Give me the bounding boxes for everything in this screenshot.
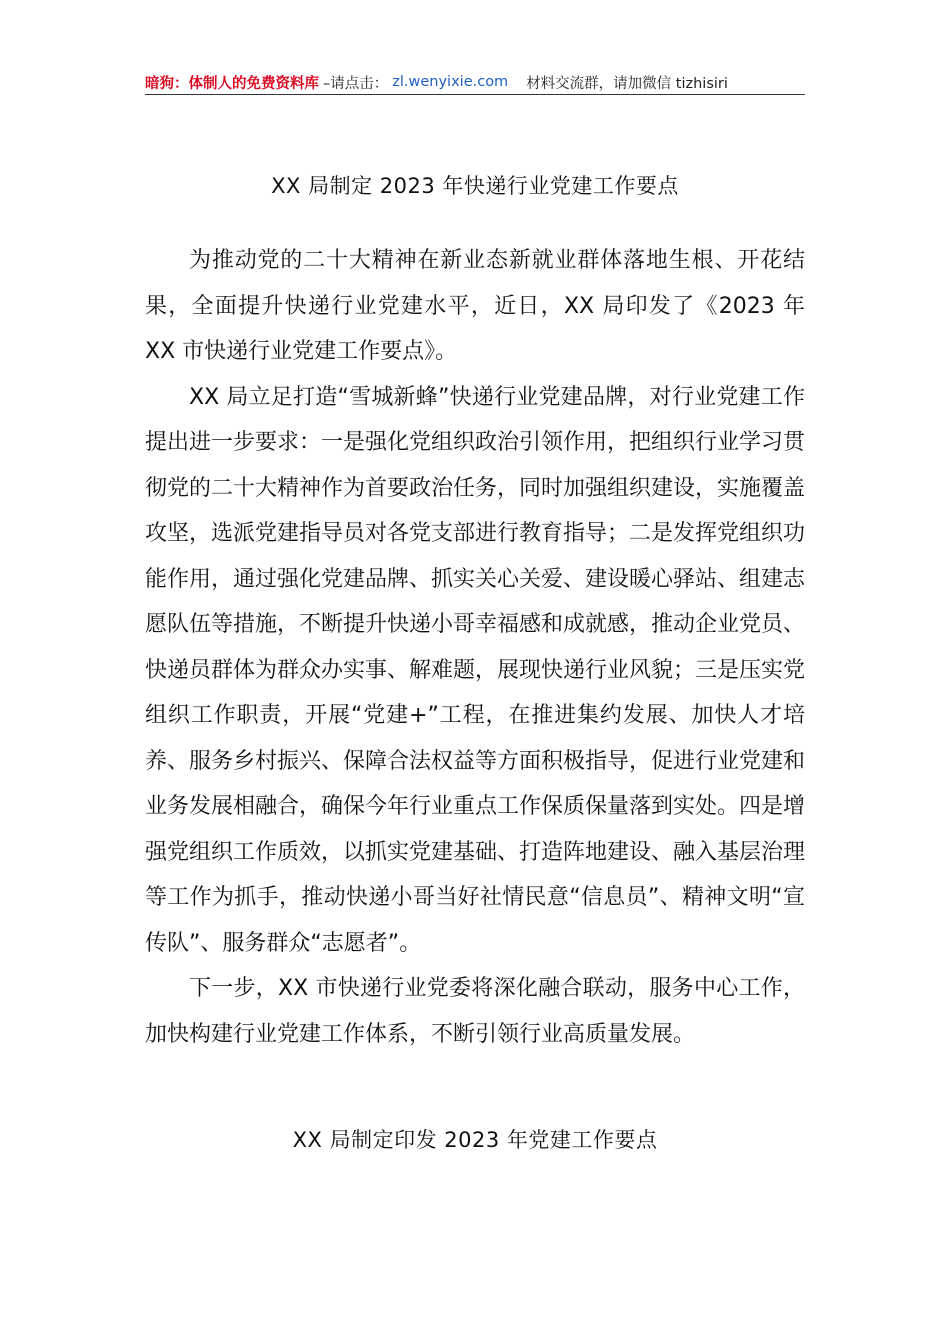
- brand-text: 暗狗：体制人的免费资料库: [145, 75, 319, 92]
- paragraph-2: XX 局立足打造“雪城新蜂”快递行业党建品牌，对行业党建工作提出进一步要求：一是强化党组织政治引领作用，把组织行业学习贯彻党的二十大精神作为首要政治任务，同时加强组织建设，实施覆盖攻坚，选派党建指导员对各党支部进行教育指导；二是发挥党组织功能作用，通过强化党建品牌、抓实关心关爱、建设暖心驿站、组建志愿队伍等措施，不断提升快递小哥幸福感和成就感，推动企业党员、快递员群体为群众办实事、解难题，展现快递行业风貌；三是压实党组织工作职责，开展“党建+”工程，在推进集约发展、加快人才培养、服务乡村振兴、保障合法权益等方面积极指导，促进行业党建和业务发展相融合，确保今年行业重点工作保质保量落到实处。四是增强党组织工作质效，以抓实党建基础、打造阵地建设、融入基层治理等工作为抓手，推动快递小哥当好社情民意“信息员”、精神文明“宣传队”、服务群众“志愿者”。: [145, 384, 806, 956]
- article-body-1: [145, 238, 805, 1057]
- click-hint: –请点击：: [323, 75, 389, 92]
- wechat-note: 材料交流群，请加微信 tizhisiri: [526, 75, 728, 92]
- article-title-1: XX 局制定 2023 年快递行业党建工作要点: [271, 174, 679, 198]
- article-title-2: XX 局制定印发 2023 年党建工作要点: [292, 1128, 658, 1152]
- page-header: [145, 70, 805, 95]
- site-link[interactable]: zl.wenyixie.com: [392, 74, 509, 90]
- paragraph-3: 下一步，XX 市快递行业党委将深化融合联动，服务中心工作，加快构建行业党建工作体系，不断引领行业高质量发展。: [145, 976, 805, 1047]
- paragraph-1: 为推动党的二十大精神在新业态新就业群体落地生根、开花结果，全面提升快递行业党建水平，近日，XX 局印发了《2023 年 XX 市快递行业党建工作要点》。: [145, 248, 805, 364]
